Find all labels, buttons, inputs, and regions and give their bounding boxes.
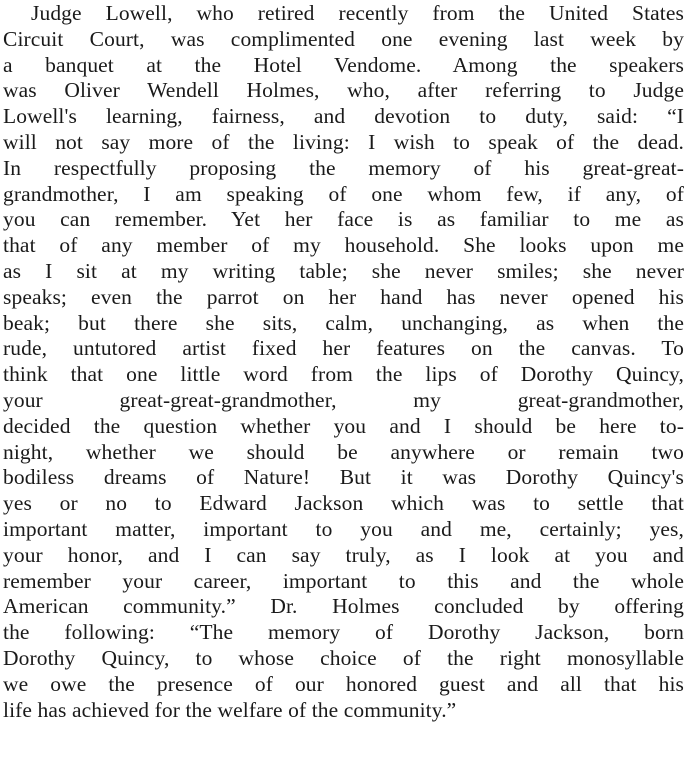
article-line: the following: “The memory of Dorothy Jackson, born: [3, 620, 684, 645]
article-line: rude, untutored artist fixed her features on the canvas. To: [3, 336, 684, 361]
article-line: beak; but there she sits, calm, unchanging, as when the: [3, 310, 684, 335]
article-line: Judge Lowell, who retired recently from the United States: [31, 1, 684, 25]
article-line: you can remember. Yet her face is as familiar to me as: [3, 207, 684, 232]
article-line: your great-great-grandmother, my great-grandmother,: [3, 387, 684, 412]
article-line: speaks; even the parrot on her hand has never opened his: [3, 284, 684, 309]
article-line: your honor, and I can say truly, as I look at you and: [3, 542, 684, 567]
article-line: night, whether we should be anywhere or remain two: [3, 439, 684, 464]
article-line: a banquet at the Hotel Vendome. Among the speakers: [3, 52, 684, 77]
article-line: In respectfully proposing the memory of his great-great-: [3, 155, 684, 180]
article-line: bodiless dreams of Nature! But it was Dorothy Quincy's: [3, 465, 684, 490]
article-line: think that one little word from the lips of Dorothy Quincy,: [3, 362, 684, 387]
article-line: Lowell's learning, fairness, and devotion to duty, said: “I: [3, 104, 684, 129]
article-line: decided the question whether you and I should be here to-: [3, 413, 684, 438]
article-line: yes or no to Edward Jackson which was to settle that: [3, 491, 684, 516]
article-line: as I sit at my writing table; she never smiles; she never: [3, 258, 684, 283]
article-line: Circuit Court, was complimented one evening last week by: [3, 26, 684, 51]
article-line: will not say more of the living: I wish to speak of the dead.: [3, 129, 684, 154]
article-line: that of any member of my household. She looks upon me: [3, 233, 684, 258]
article-line: life has achieved for the welfare of the community.”: [3, 697, 457, 722]
article-line: was Oliver Wendell Holmes, who, after referring to Judge: [3, 78, 684, 103]
article-line: American community.” Dr. Holmes concluded by offering: [3, 594, 684, 619]
article-line: Dorothy Quincy, to whose choice of the right monosyllable: [3, 645, 684, 670]
article-text-column: [3, 1, 684, 723]
article-line: important matter, important to you and me, certainly; yes,: [3, 516, 684, 541]
article-line: remember your career, important to this and the whole: [3, 568, 684, 593]
article-line: we owe the presence of our honored guest and all that his: [3, 671, 684, 696]
article-line: grandmother, I am speaking of one whom few, if any, of: [3, 181, 684, 206]
